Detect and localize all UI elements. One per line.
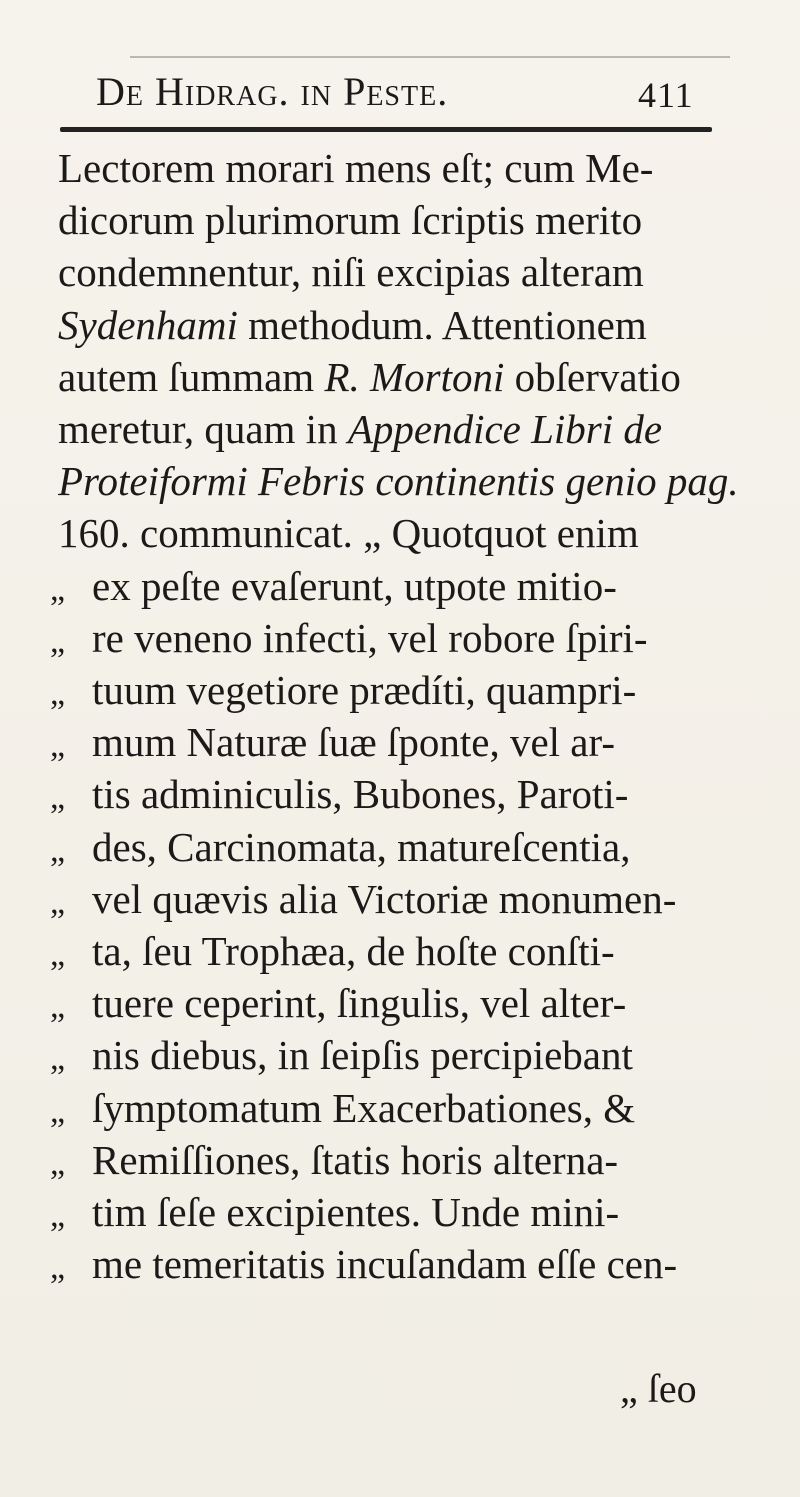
quote-mark: „ (50, 1092, 66, 1130)
quote-mark: „ (50, 1040, 66, 1078)
text-segment: tim ſeſe excipientes. Unde mini- (92, 1189, 620, 1235)
text-line (50, 925, 770, 977)
running-title: De Hidrag. in Peste. (96, 69, 449, 114)
text-line (50, 873, 770, 925)
text-line (50, 612, 770, 664)
text-segment: des, Carcinomata, matureſcentia, (92, 823, 631, 870)
text-segment: obſervatio (504, 353, 681, 400)
text-line (50, 664, 770, 716)
quote-mark: „ (50, 936, 66, 973)
quote-mark: „ (50, 570, 66, 608)
text-line (50, 821, 770, 873)
text-line (58, 507, 778, 559)
text-line (58, 299, 778, 351)
text-segment: Remiſſiones, ſtatis horis alterna- (92, 1136, 619, 1183)
text-segment: tis adminiculis, Bubones, Paroti- (92, 771, 629, 818)
text-segment: mum Naturæ ſuæ ſponte, vel ar- (92, 719, 615, 766)
text-line (50, 1029, 770, 1081)
text-line (50, 716, 770, 768)
text-line (50, 560, 770, 612)
text-line (58, 142, 778, 194)
text-line (50, 1186, 770, 1238)
quote-mark: „ (50, 883, 66, 921)
text-segment: ta, ſeu Trophæa, de hoſte conſti- (92, 928, 615, 974)
quote-mark: „ (50, 1249, 66, 1287)
quote-mark: „ (50, 779, 66, 817)
italic-text: Appendice Libri de (347, 406, 663, 452)
text-segment: tuum vegetiore prædíti, quampri- (92, 667, 637, 713)
quote-mark: „ (50, 727, 66, 765)
text-segment: Lectorem morari mens eſt; cum Me- (58, 145, 654, 191)
quote-mark: „ (50, 831, 66, 869)
text-segment: ex peſte evaſerunt, utpote mitio- (92, 562, 617, 609)
text-segment: vel quævis alia Victoriæ monumen- (92, 875, 677, 922)
text-line (58, 403, 778, 455)
italic-text: Proteiformi Febris continentis genio pag. (58, 458, 739, 505)
text-line (50, 1134, 770, 1186)
page-number: 411 (638, 75, 694, 115)
text-segment: methodum. Attentionem (237, 301, 647, 348)
text-line (58, 194, 778, 246)
text-segment: ſymptomatum Exacerbationes, & (92, 1084, 636, 1131)
text-segment: 160. communicat. „ Quotquot enim (58, 510, 639, 557)
text-line (50, 1238, 770, 1290)
text-segment: re veneno infecti, vel robore ſpiri- (92, 614, 648, 661)
catchword: „ ſeo (620, 1366, 697, 1411)
text-segment: condemnentur, niſi excipias alteram (58, 249, 644, 296)
quote-mark: „ (50, 622, 66, 660)
text-segment: dicorum plurimorum ſcriptis merito (58, 197, 643, 244)
text-line (58, 246, 778, 298)
text-line (58, 455, 778, 507)
text-line (58, 351, 778, 403)
quote-mark: „ (50, 988, 66, 1026)
quote-mark: „ (50, 675, 66, 712)
italic-text: Sydenhami (58, 301, 238, 348)
text-segment: me temeritatis incuſandam eſſe cen- (92, 1241, 678, 1288)
text-line (50, 977, 770, 1029)
text-segment: tuere ceperint, ſingulis, vel alter- (92, 980, 627, 1027)
quote-mark: „ (50, 1144, 66, 1182)
italic-text: R. Mortoni (324, 353, 505, 400)
text-segment: nis diebus, in ſeipſis percipiebant (92, 1032, 633, 1079)
text-line (50, 1082, 770, 1134)
text-line (50, 768, 770, 820)
quote-mark: „ (50, 1197, 66, 1234)
text-segment: meretur, quam in (58, 406, 348, 452)
text-segment: autem ſummam (58, 353, 325, 400)
